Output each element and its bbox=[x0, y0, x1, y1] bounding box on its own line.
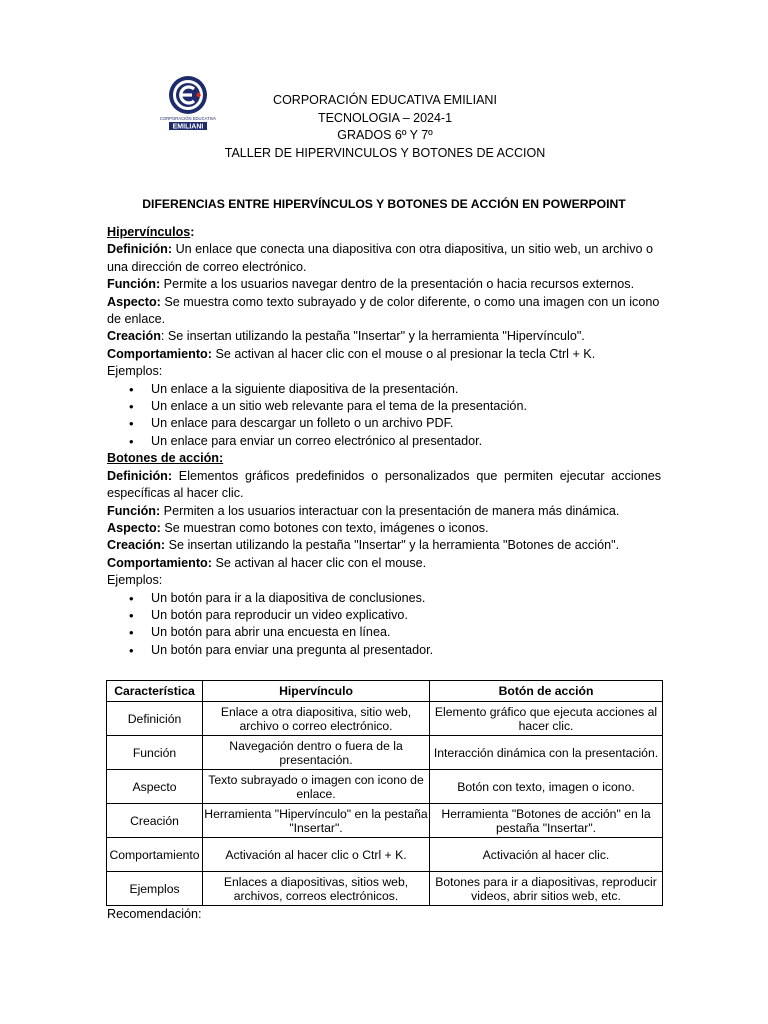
table-row bbox=[107, 736, 663, 770]
document-header bbox=[160, 92, 610, 162]
hyperlinks-examples-list bbox=[107, 381, 661, 451]
column-header: Botón de acción bbox=[430, 681, 663, 702]
table-cell: Botones para ir a diapositivas, reproducir videos, abrir sitios web, etc. bbox=[430, 872, 663, 906]
list-item: • Un enlace para enviar un correo electrónico al presentador. bbox=[151, 433, 661, 450]
buttons-creation bbox=[107, 537, 661, 554]
table-row bbox=[107, 770, 663, 804]
table-row bbox=[107, 702, 663, 736]
logo-caption-top: CORPORACIÓN EDUCATIVA bbox=[160, 116, 216, 121]
recommendation-label: Recomendación: bbox=[107, 907, 202, 921]
buttons-creation-label: Creación: bbox=[107, 538, 166, 553]
hyperlinks-definition-text: Un enlace que conecta una diapositiva con otra diapositiva, un sitio web, un archivo o una dirección de correo electrónico. bbox=[107, 242, 654, 274]
table-cell: Interacción dinámica con la presentación. bbox=[430, 736, 663, 770]
buttons-aspect bbox=[107, 520, 661, 537]
hyperlinks-behavior-text: Se activan al hacer clic con el mouse o al presionar la tecla Ctrl + K. bbox=[211, 346, 596, 361]
hyperlinks-creation bbox=[107, 328, 661, 345]
list-item: • Un botón para reproducir un video explicativo. bbox=[151, 607, 661, 624]
hyperlinks-definition bbox=[107, 241, 661, 276]
table-row bbox=[107, 872, 663, 906]
table-row bbox=[107, 838, 663, 872]
table-cell: Ejemplos bbox=[107, 872, 203, 906]
hyperlinks-heading-colon: : bbox=[190, 225, 195, 239]
buttons-examples-label: Ejemplos: bbox=[107, 573, 163, 588]
hyperlinks-creation-text: : Se insertan utilizando la pestaña "Insertar" y la herramienta "Hipervínculo". bbox=[160, 329, 585, 344]
buttons-behavior-label: Comportamiento: bbox=[107, 555, 212, 570]
header-workshop: TALLER DE HIPERVINCULOS Y BOTONES DE ACCION bbox=[224, 145, 546, 160]
table-cell: Aspecto bbox=[107, 770, 203, 804]
list-item: • Un botón para abrir una encuesta en línea. bbox=[151, 624, 661, 641]
hyperlinks-function-text: Permite a los usuarios navegar dentro de la presentación o hacia recursos externos. bbox=[160, 277, 635, 292]
buttons-definition bbox=[107, 468, 661, 503]
table-cell: Enlaces a diapositivas, sitios web, archivos, correos electrónicos. bbox=[203, 872, 430, 906]
hyperlinks-aspect-label: Aspecto: bbox=[107, 294, 161, 309]
buttons-function-text: Permiten a los usuarios interactuar con la presentación de manera más dinámica. bbox=[160, 503, 620, 518]
buttons-definition-label: Definición: bbox=[107, 468, 173, 483]
header-subject: TECNOLOGIA – 2024-1 bbox=[317, 110, 453, 125]
table-cell: Botón con texto, imagen o icono. bbox=[430, 770, 663, 804]
buttons-aspect-text: Se muestran como botones con texto, imágenes o iconos. bbox=[160, 520, 489, 535]
hyperlinks-function-label: Función: bbox=[107, 277, 161, 292]
logo-caption-bottom: EMILIANI bbox=[172, 123, 204, 131]
list-item: • Un enlace a la siguiente diapositiva de la presentación. bbox=[151, 381, 661, 398]
buttons-aspect-label: Aspecto: bbox=[107, 520, 161, 535]
table-cell: Texto subrayado o imagen con icono de enlace. bbox=[203, 770, 430, 804]
buttons-examples-list bbox=[107, 590, 661, 660]
table-cell: Enlace a otra diapositiva, sitio web, archivo o correo electrónico. bbox=[203, 702, 430, 736]
buttons-heading-text: Botones de acción: bbox=[107, 451, 224, 466]
hyperlinks-behavior bbox=[107, 346, 661, 363]
table-cell: Creación bbox=[107, 804, 203, 838]
hyperlinks-heading-text: Hipervínculos bbox=[107, 225, 191, 239]
table-cell: Activación al hacer clic o Ctrl + K. bbox=[203, 838, 430, 872]
header-org: CORPORACIÓN EDUCATIVA EMILIANI bbox=[273, 93, 497, 107]
table-cell: Navegación dentro o fuera de la presentación. bbox=[203, 736, 430, 770]
buttons-behavior bbox=[107, 555, 661, 572]
table-cell: Definición bbox=[107, 702, 203, 736]
buttons-function bbox=[107, 503, 661, 520]
table-header-row bbox=[107, 681, 663, 702]
table-cell: Elemento gráfico que ejecuta acciones al hacer clic. bbox=[430, 702, 663, 736]
list-item: • Un botón para enviar una pregunta al presentador. bbox=[151, 642, 661, 659]
buttons-function-label: Función: bbox=[107, 503, 161, 518]
list-item: • Un botón para ir a la diapositiva de conclusiones. bbox=[151, 590, 661, 607]
buttons-definition-text: Elementos gráficos predefinidos o personalizados que permiten ejecutar acciones específicas al hacer clic. bbox=[107, 468, 661, 501]
buttons-creation-text: Se insertan utilizando la pestaña "Insertar" y la herramienta "Botones de acción". bbox=[165, 538, 620, 553]
list-item: • Un enlace a un sitio web relevante para el tema de la presentación. bbox=[151, 398, 661, 415]
table-row bbox=[107, 804, 663, 838]
hyperlinks-examples-label: Ejemplos: bbox=[107, 364, 163, 379]
hyperlinks-heading bbox=[107, 224, 661, 241]
hyperlinks-aspect-text: Se muestra como texto subrayado y de color diferente, o como una imagen con un icono de enlace. bbox=[107, 294, 660, 327]
comparison-table bbox=[106, 680, 663, 906]
table-cell: Comportamiento bbox=[107, 838, 203, 872]
header-grades: GRADOS 6º Y 7º bbox=[337, 128, 433, 142]
column-header: Hipervínculo bbox=[203, 681, 430, 702]
hyperlinks-function bbox=[107, 276, 661, 293]
hyperlinks-creation-label: Creación bbox=[107, 329, 161, 344]
table-cell: Herramienta "Hipervínculo" en la pestaña "Insertar". bbox=[203, 804, 430, 838]
hyperlinks-behavior-label: Comportamiento: bbox=[107, 346, 212, 361]
buttons-behavior-text: Se activan al hacer clic con el mouse. bbox=[211, 555, 427, 570]
column-header: Característica bbox=[107, 681, 203, 702]
hyperlinks-definition-label: Definición: bbox=[107, 242, 173, 257]
hyperlinks-aspect bbox=[107, 294, 661, 329]
document-body bbox=[107, 224, 661, 659]
table-cell: Activación al hacer clic. bbox=[430, 838, 663, 872]
table-cell: Herramienta "Botones de acción" en la pestaña "Insertar". bbox=[430, 804, 663, 838]
table-cell: Función bbox=[107, 736, 203, 770]
document-title: DIFERENCIAS ENTRE HIPERVÍNCULOS Y BOTONES DE ACCIÓN EN POWERPOINT bbox=[142, 197, 626, 211]
buttons-heading bbox=[107, 450, 661, 467]
list-item: • Un enlace para descargar un folleto o un archivo PDF. bbox=[151, 415, 661, 432]
